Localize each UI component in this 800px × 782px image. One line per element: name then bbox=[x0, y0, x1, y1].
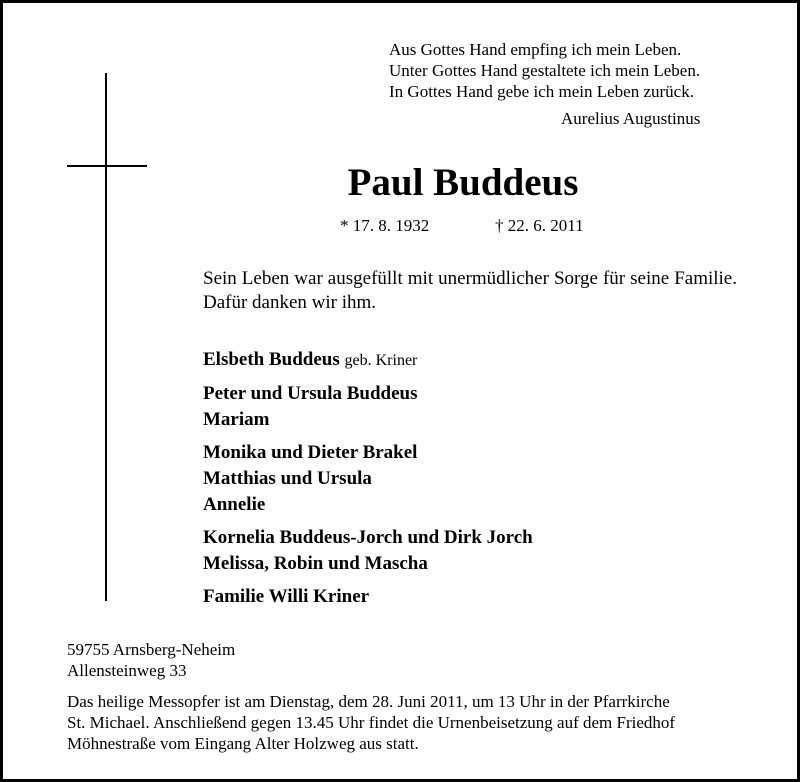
motto-line-2: Unter Gottes Hand gestaltete ich mein Leben. bbox=[389, 61, 701, 80]
family-list bbox=[203, 347, 703, 617]
family-group-3 bbox=[203, 440, 703, 518]
family-line: Mariam bbox=[203, 409, 270, 430]
motto-quote bbox=[389, 39, 749, 102]
family-line: Kornelia Buddeus-Jorch und Dirk Jorch bbox=[203, 527, 533, 548]
family-line: Matthias und Ursula bbox=[203, 468, 372, 489]
motto-line-1: Aus Gottes Hand empfing ich mein Leben. bbox=[389, 40, 682, 59]
family-line: Peter und Ursula Buddeus bbox=[203, 383, 418, 404]
address-street: Allensteinweg 33 bbox=[67, 661, 187, 680]
family-group-widow bbox=[203, 347, 703, 374]
address-city: 59755 Arnsberg-Neheim bbox=[67, 640, 236, 659]
family-line: Monika und Dieter Brakel bbox=[203, 442, 418, 463]
family-group-4 bbox=[203, 525, 703, 577]
birth-date: * 17. 8. 1932 bbox=[340, 216, 430, 235]
cross-vertical-bar bbox=[105, 73, 107, 601]
service-info bbox=[67, 691, 747, 754]
family-line bbox=[203, 347, 703, 374]
service-line-2: St. Michael. Anschließend gegen 13.45 Uhr findet die Urnenbeisetzung auf dem Friedhof bbox=[67, 713, 676, 732]
family-line: Familie Willi Kriner bbox=[203, 586, 370, 607]
motto-author: Aurelius Augustinus bbox=[561, 109, 701, 128]
deceased-name: Paul Buddeus bbox=[347, 161, 579, 204]
address bbox=[67, 639, 235, 681]
cross-horizontal-bar bbox=[67, 165, 147, 167]
service-line-1: Das heilige Messopfer ist am Dienstag, dem 28. Juni 2011, um 13 Uhr in der Pfarrkirche bbox=[67, 692, 670, 711]
service-line-3: Möhnestraße vom Eingang Alter Holzweg aus statt. bbox=[67, 734, 419, 753]
family-group-2 bbox=[203, 381, 703, 433]
death-date: † 22. 6. 2011 bbox=[495, 216, 584, 235]
widow-birthname: geb. Kriner bbox=[344, 352, 418, 369]
family-line: Annelie bbox=[203, 494, 266, 515]
motto-line-3: In Gottes Hand gebe ich mein Leben zurück. bbox=[389, 82, 694, 101]
family-group-5 bbox=[203, 584, 703, 610]
memorial-message: Sein Leben war ausgefüllt mit unermüdlicher Sorge für seine Familie. Dafür danken wir ihm. bbox=[203, 268, 737, 313]
widow-name: Elsbeth Buddeus bbox=[203, 349, 340, 370]
family-line: Melissa, Robin und Mascha bbox=[203, 553, 428, 574]
